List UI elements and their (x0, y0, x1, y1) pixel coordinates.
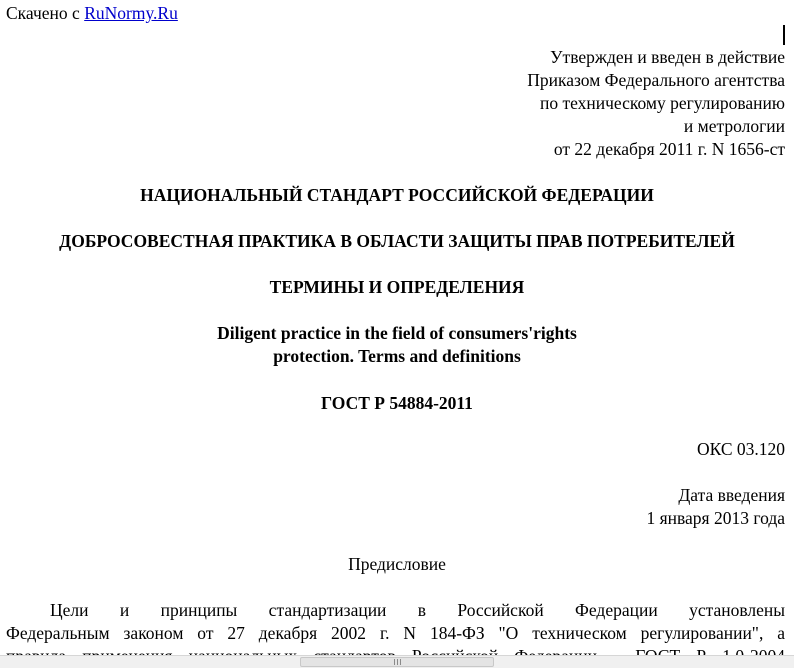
approval-line-5: от 22 декабря 2011 г. N 1656-ст (553, 139, 785, 159)
approval-line-2: Приказом Федерального агентства (527, 70, 785, 90)
horizontal-scrollbar[interactable] (0, 655, 794, 668)
approval-line-3: по техническому регулированию (539, 93, 785, 113)
source-prefix: Скачено с (6, 3, 85, 23)
standard-title-ru: ДОБРОСОВЕСТНАЯ ПРАКТИКА В ОБЛАСТИ ЗАЩИТЫ ПРАВ ПОТРЕБИТЕЛЕЙ (59, 231, 735, 251)
preface-title: Предисловие (348, 554, 446, 574)
preface-text-line-2: Федеральным законом от 27 декабря 2002 г. N 184-ФЗ "О техническом регулировании", а (6, 623, 785, 643)
text-cursor (783, 25, 785, 45)
runormy-link[interactable]: RuNormy.Ru (84, 3, 178, 23)
approval-line-4: и метрологии (683, 116, 785, 136)
grip-icon (394, 659, 401, 665)
scrollbar-thumb[interactable] (300, 657, 494, 667)
source-line (6, 2, 178, 24)
standard-subtitle-ru: ТЕРМИНЫ И ОПРЕДЕЛЕНИЯ (269, 277, 525, 297)
standard-title-en-2: protection. Terms and definitions (273, 346, 521, 366)
intro-date-value: 1 января 2013 года (646, 508, 785, 528)
intro-date-label: Дата введения (678, 485, 785, 505)
gost-number: ГОСТ Р 54884-2011 (321, 393, 473, 413)
national-standard-heading: НАЦИОНАЛЬНЫЙ СТАНДАРТ РОССИЙСКОЙ ФЕДЕРАЦИИ (140, 185, 654, 205)
approval-line-1: Утвержден и введен в действие (550, 47, 785, 67)
standard-title-en-1: Diligent practice in the field of consumers'rights (217, 323, 577, 343)
oks-code: ОКС 03.120 (696, 439, 785, 459)
preface-text-line-1: Цели и принципы стандартизации в Российской Федерации установлены (50, 600, 785, 620)
